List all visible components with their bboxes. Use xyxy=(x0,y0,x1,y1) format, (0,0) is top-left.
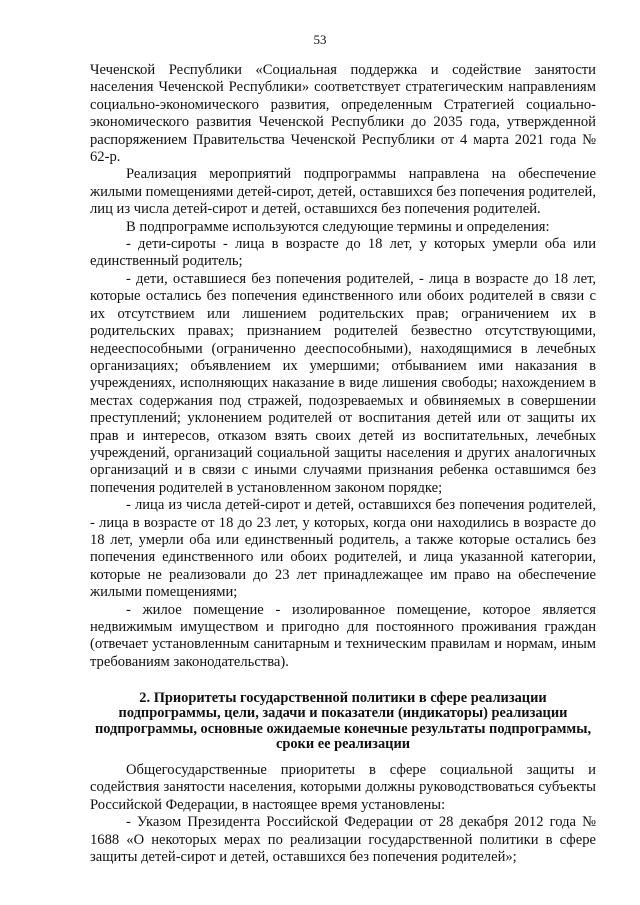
definition-living-premises: - жилое помещение - изолированное помещение, которое является недвижимым имуществом и пригодно для постоянного проживания граждан (отвечает установленным санитарным и техническим правилам и нормам, иным требованиям законодательства). xyxy=(90,601,596,670)
page-number: 53 xyxy=(313,32,327,47)
paragraph-presidential-decree: - Указом Президента Российской Федерации от 28 декабря 2012 года № 1688 «О некоторых мерах по реализации государственной политики в сфере защиты детей-сирот и детей, оставшихся без попечения родителей»; xyxy=(90,814,596,866)
definition-orphans: - дети-сироты - лица в возрасте до 18 лет, у которых умерли оба или единственный родитель; xyxy=(90,236,596,270)
paragraph-strategy: Чеченской Республики «Социальная поддержка и содействие занятости населения Чеченской Республики» соответствует стратегическим направлениям социально-экономического развития, определенным Стратегией социально-экономического развития Чеченской Республики до 2035 года, утвержденной распоряжением Правительства Чеченской Республики от 4 марта 2021 года № 62-р. xyxy=(90,62,596,166)
paragraph-priorities: Общегосударственные приоритеты в сфере социальной защиты и содействия занятости населения, которыми должны руководствоваться субъекты Российской Федерации, в настоящее время установлены: xyxy=(90,762,596,813)
definition-persons-from-orphans: - лица из числа детей-сирот и детей, оставшихся без попечения родителей, - лица в возрасте от 18 до 23 лет, у которых, когда они находились в возрасте до 18 лет, умерли оба или единственный родитель, а также которые остались без попечения единственного или обоих родителей, и лица указанной категории, которые не реализовали до 23 лет принадлежащее им право на обеспечение жилыми помещениями; xyxy=(90,497,596,601)
paragraph-terms-intro: В подпрограмме используются следующие термины и определения: xyxy=(126,218,550,235)
document-body xyxy=(90,62,596,866)
section-heading: 2. Приоритеты государственной политики в сфере реализации подпрограммы, цели, задачи и показатели (индикаторы) реализации подпрограммы, основные ожидаемые конечные результаты подпрограммы, сроки ее реализации xyxy=(94,690,592,752)
paragraph-purpose: Реализация мероприятий подпрограммы направлена на обеспечение жилыми помещениями детей-сирот, детей, оставшихся без попечения родителей, лиц из числа детей-сирот и детей, оставшихся без попечения родителей. xyxy=(90,166,596,218)
definition-children-without-care: - дети, оставшиеся без попечения родителей, - лица в возрасте до 18 лет, которые остались без попечения единственного или обоих родителей в связи с их отсутствием или лишением родительских прав; ограничением их в родительских правах; признанием родителей безвестно отсутствующими, недееспособными (ограниченно дееспособными), находящимися в лечебных организациях; объявлением их умершими; отбыванием ими наказания в учреждениях, исполняющих наказание в виде лишения свободы; нахождением в местах содержания под стражей, подозреваемых и обвиняемых в совершении преступлений; уклонением родителей от воспитания детей или от защиты их прав и интересов, отказом взять своих детей из воспитательных, лечебных учреждений, организаций социальной защиты населения и других аналогичных организаций и в связи с иными случаями признания ребенка оставшимся без попечения родителей в установленном законом порядке; xyxy=(90,270,596,496)
